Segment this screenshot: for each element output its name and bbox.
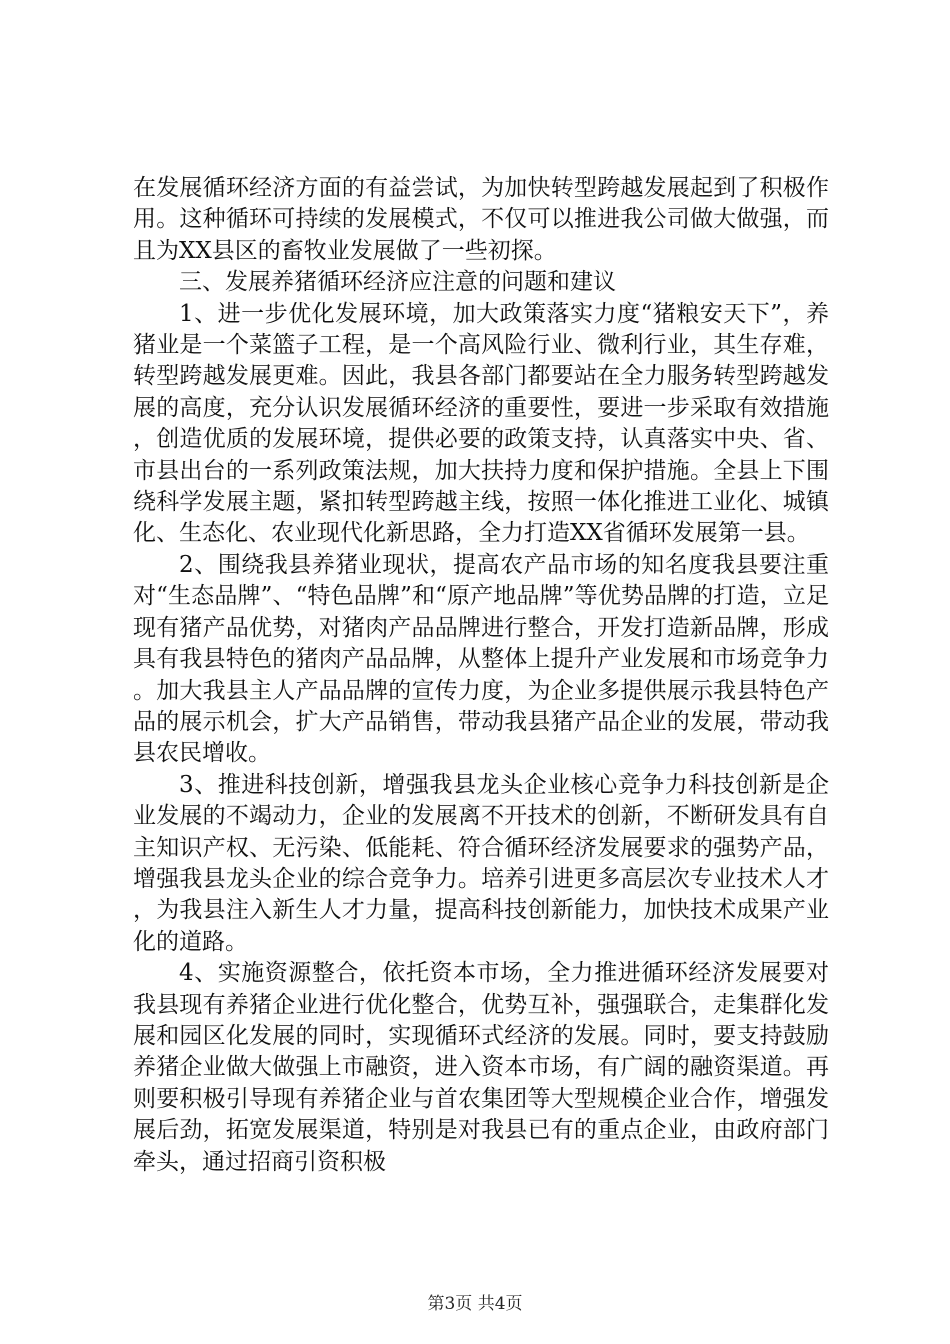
paragraph-item-3: 3、推进科技创新，增强我县龙头企业核心竞争力科技创新是企业发展的不竭动力，企业的发展离不开技术的创新，不断研发具有自主知识产权、无污染、低能耗、符合循环经济发展要求的强势产品，增强我县龙头企业的综合竞争力。培养引进更多高层次专业技术人才，为我县注入新生人才力量，提高科技创新能力，加快技术成果产业化的道路。	[133, 771, 829, 955]
page-footer	[0, 1289, 950, 1314]
document-body	[133, 173, 829, 1178]
paragraph-item-1: 1、进一步优化发展环境，加大政策落实力度“猪粮安天下”，养猪业是一个菜篮子工程，是一个高风险行业、微利行业，其生存难，转型跨越发展更难。因此，我县各部门都要站在全力服务转型跨越发展的高度，充分认识发展循环经济的重要性，要进一步采取有效措施，创造优质的发展环境，提供必要的政策支持，认真落实中央、省、市县出台的一系列政策法规，加大扶持力度和保护措施。全县上下围绕科学发展主题，紧扣转型跨越主线，按照一体化推进工业化、城镇化、生态化、农业现代化新思路，全力打造XX省循环发展第一县。	[133, 300, 829, 547]
paragraph-continuation: 在发展循环经济方面的有益尝试，为加快转型跨越发展起到了积极作用。这种循环可持续的发展模式，不仅可以推进我公司做大做强，而且为XX县区的畜牧业发展做了一些初探。	[133, 175, 829, 264]
section-heading: 三、发展养猪循环经济应注意的问题和建议	[179, 269, 616, 296]
paragraph-item-2: 2、围绕我县养猪业现状，提高农产品市场的知名度我县要注重对“生态品牌”、“特色品牌”和“原产地品牌”等优势品牌的打造，立足现有猪产品优势，对猪肉产品品牌进行整合，开发打造新品牌，形成具有我县特色的猪肉产品品牌，从整体上提升产业发展和市场竞争力。加大我县主人产品品牌的宣传力度，为企业多提供展示我县特色产品的展示机会，扩大产品销售，带动我县猪产品企业的发展，带动我县农民增收。	[133, 551, 829, 767]
page-number: 第3页 共4页	[427, 1294, 523, 1314]
paragraph-item-4: 4、实施资源整合，依托资本市场，全力推进循环经济发展要对我县现有养猪企业进行优化整合，优势互补，强强联合，走集群化发展和园区化发展的同时，实现循环式经济的发展。同时，要支持鼓励养猪企业做大做强上市融资，进入资本市场，有广阔的融资渠道。再则要积极引导现有养猪企业与首农集团等大型规模企业合作，增强发展后劲，拓宽发展渠道，特别是对我县已有的重点企业，由政府部门牵头，通过招商引资积极	[133, 960, 829, 1175]
